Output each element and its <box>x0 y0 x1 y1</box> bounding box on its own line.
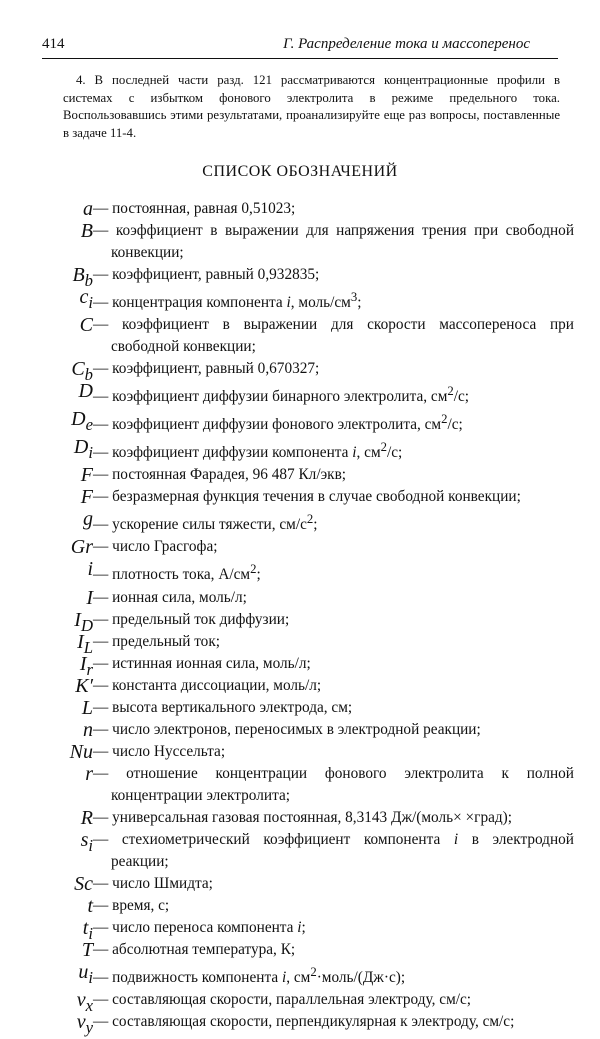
notation-entry <box>0 408 600 436</box>
notation-entry <box>0 608 600 635</box>
notation-symbol: C <box>79 314 93 337</box>
notation-definition: — высота вертикального электрода, см; <box>93 698 353 716</box>
notation-definition: — ускорение силы тяжести, $см/с^2$; <box>93 512 318 534</box>
notation-definition: — ионная сила, моль/л; <box>93 588 247 606</box>
notation-symbol: g <box>83 508 93 531</box>
notation-entry <box>0 558 600 586</box>
notation-entry <box>0 630 600 657</box>
notation-definition: — коэффициент, равный 0,932835; <box>93 266 320 283</box>
notation-symbol: $B_b$ <box>72 264 93 290</box>
notation-entry <box>0 895 600 917</box>
notation-definition: — коэффициент диффузии компонента i, $см^2/с$; <box>93 440 403 462</box>
notation-symbol: $s_i$ <box>80 828 93 855</box>
notation-entry <box>0 741 600 763</box>
notation-definition: — коэффициент, равный 0,670327; <box>93 360 320 378</box>
notation-entry <box>0 587 600 609</box>
notation-symbol: F <box>80 486 93 509</box>
notation-symbol: $C_b$ <box>71 358 93 385</box>
notation-symbol: K′ <box>75 674 93 697</box>
notation-entry <box>0 988 600 1015</box>
notation-symbol: I <box>86 586 93 609</box>
notation-definition: — отношение концентрации фонового электролита к полной концентрации электролита; <box>93 764 574 804</box>
notation-entry <box>0 314 600 358</box>
running-header <box>42 34 558 59</box>
notation-definition: — число Нуссельта; <box>93 742 226 760</box>
notation-definition: — коэффициент в выражении для скорости массопереноса при свободной конвекции; <box>93 316 574 356</box>
notation-symbol: Nu <box>69 740 93 763</box>
notation-entry <box>0 464 600 486</box>
notation-symbol: $I_L$ <box>77 630 93 657</box>
notation-definition: — константа диссоциации, моль/л; <box>93 676 322 694</box>
notation-definition: — составляющая скорости, параллельная электроду, см/с; <box>93 990 472 1008</box>
notation-symbol: L <box>81 696 93 719</box>
notation-definition: — предельный ток; <box>93 632 221 650</box>
notation-definition: — предельный ток диффузии; <box>93 610 290 628</box>
notation-symbol: Gr <box>70 536 93 559</box>
notation-symbol: $t_i$ <box>82 916 93 943</box>
notation-entry <box>0 961 600 989</box>
notation-entry <box>0 358 600 385</box>
notation-entry <box>0 286 600 314</box>
notation-entry <box>0 652 600 679</box>
notation-symbol: F <box>80 464 93 487</box>
notation-symbol: $I_D$ <box>74 608 93 635</box>
notation-list <box>0 198 600 1037</box>
notation-entry <box>0 220 600 264</box>
section-title: СПИСОК ОБОЗНАЧЕНИЙ <box>202 163 398 180</box>
notation-symbol: $c_i$ <box>79 286 93 312</box>
notation-symbol: B <box>80 220 93 242</box>
notation-symbol: t <box>87 894 93 917</box>
notation-symbol: i <box>87 558 93 581</box>
notation-symbol: r <box>85 762 93 785</box>
notation-symbol: $I_r$ <box>79 652 93 679</box>
notation-definition: — коэффициент диффузии фонового электролита, $см^2/с$; <box>93 412 463 434</box>
notation-entry <box>0 916 600 943</box>
notation-entry <box>0 939 600 961</box>
notation-symbol: T <box>81 938 93 961</box>
notation-symbol: $D_e$ <box>71 408 93 435</box>
notation-entry <box>0 719 600 741</box>
notation-symbol: a <box>83 198 93 220</box>
notation-definition: — постоянная, равная 0,51023; <box>93 200 296 217</box>
notation-definition: — безразмерная функция течения в случае свободной конвекции; <box>93 488 521 506</box>
notation-definition: — время, с; <box>93 896 170 914</box>
notation-symbol: n <box>83 718 93 741</box>
notation-entry <box>0 198 600 220</box>
notation-definition: — плотность тока, $А/см^2$; <box>93 562 261 584</box>
notation-entry <box>0 508 600 536</box>
notation-definition: — истинная ионная сила, моль/л; <box>93 654 311 672</box>
notation-definition: — постоянная Фарадея, 96 487 Кл/экв; <box>93 466 347 484</box>
notation-definition: — число электронов, переносимых в электродной реакции; <box>93 720 481 738</box>
notation-definition: — подвижность компонента i, $см^2\cdot моль/(Дж\cdot с)$; <box>93 964 406 986</box>
notation-entry <box>0 486 600 508</box>
notation-entry <box>0 873 600 895</box>
notation-symbol: R <box>80 806 93 829</box>
notation-entry <box>0 536 600 558</box>
notation-symbol: Sc <box>74 872 93 895</box>
notation-symbol: $u_i$ <box>78 960 93 987</box>
notation-entry <box>0 829 600 873</box>
notation-definition: — число Шмидта; <box>93 874 213 892</box>
notation-entry <box>0 697 600 719</box>
notation-definition: — стехиометрический коэффициент компонента i в электродной реакции; <box>93 830 574 870</box>
notation-symbol: D <box>78 380 93 403</box>
notation-symbol: $D_i$ <box>73 436 93 463</box>
notation-definition: — число Грасгофа; <box>93 538 218 556</box>
task-paragraph: 4. В последней части разд. 121 рассматриваются концентрационные профили в системах с избытком фонового электролита в режиме предельного тока. Воспользовавшись этими результатами, проанализируйте еще раз вопросы, поставленные в задаче 11-4. <box>63 73 560 140</box>
notation-symbol: $v_y$ <box>76 1010 93 1037</box>
notation-entry <box>0 264 600 290</box>
notation-definition: — коэффициент в выражении для напряжения трения при свободной конвекции; <box>93 222 574 261</box>
running-title: Г. Распределение тока и массоперенос <box>283 36 530 52</box>
notation-definition: — абсолютная температура, К; <box>93 940 296 958</box>
notation-entry <box>0 763 600 807</box>
notation-definition: — число переноса компонента i; <box>93 918 306 936</box>
notation-entry <box>0 807 600 829</box>
notation-entry <box>0 1010 600 1037</box>
notation-entry <box>0 380 600 408</box>
notation-symbol: $v_x$ <box>76 988 93 1015</box>
notation-entry <box>0 436 600 464</box>
notation-definition: — коэффициент диффузии бинарного электролита, $см^2/с$; <box>93 384 470 406</box>
notation-definition: — концентрация компонента i, моль/$см^3$; <box>93 290 362 312</box>
notation-definition: — универсальная газовая постоянная, 8,3143 Дж/(моль× ×град); <box>93 808 513 826</box>
page-number: 414 <box>42 36 65 52</box>
notation-entry <box>0 675 600 697</box>
notation-definition: — составляющая скорости, перпендикулярная к электроду, см/с; <box>93 1012 515 1030</box>
